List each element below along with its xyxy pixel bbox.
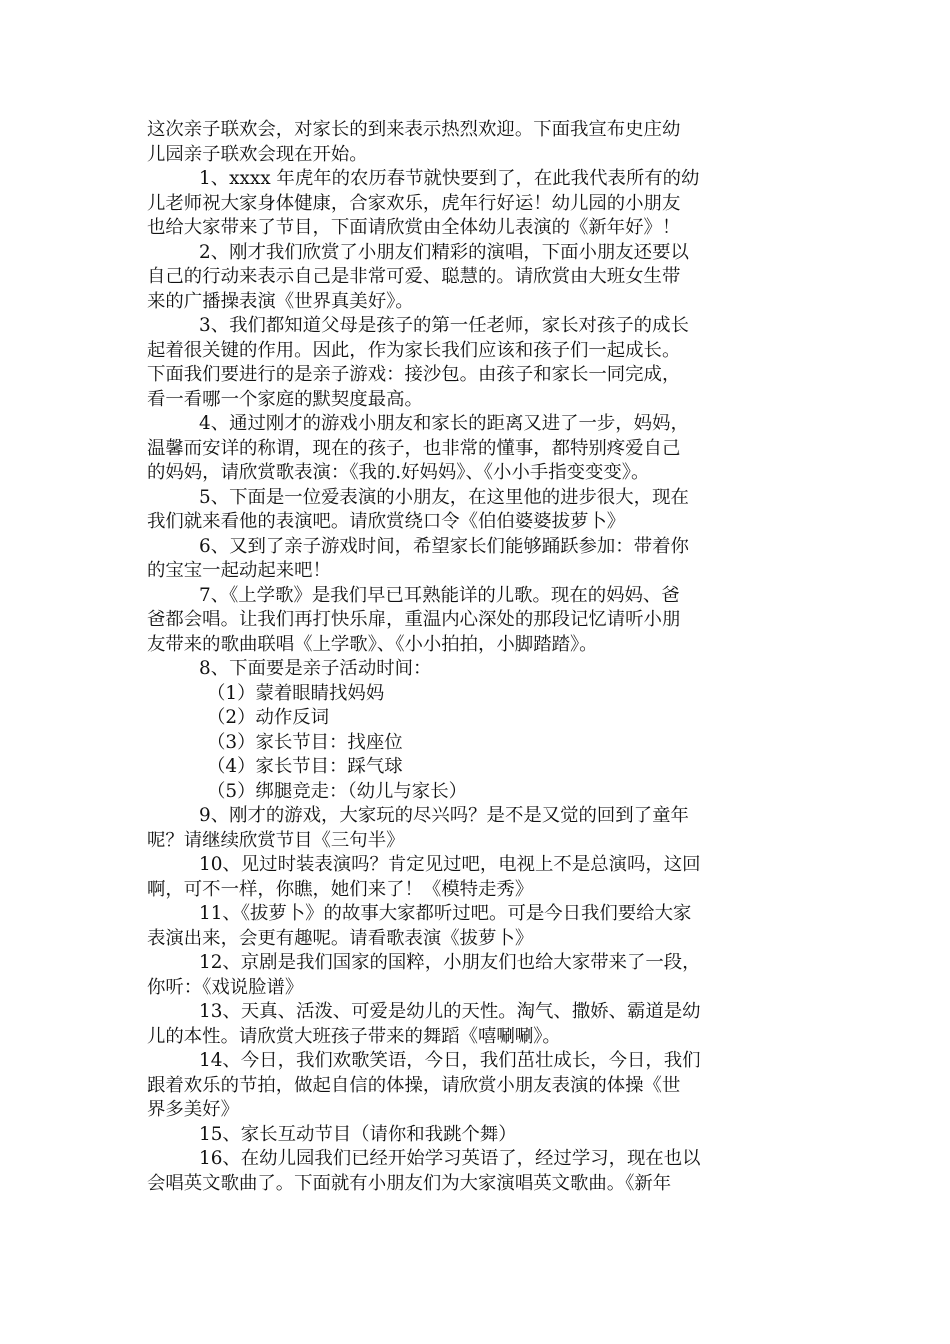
text-line: 6、又到了亲子游戏时间，希望家长们能够踊跃参加：带着你 (199, 535, 689, 557)
paragraph (147, 241, 807, 315)
text-line: 也给大家带来了节目，下面请欣赏由全体幼儿表演的《新年好》！ (147, 217, 681, 238)
sub-item (147, 731, 807, 756)
text-line: 13、天真、活泼、可爱是幼儿的天性。淘气、撒娇、霸道是幼 (199, 1001, 701, 1022)
text-line: 12、京剧是我们国家的国粹，小朋友们也给大家带来了一段， (199, 952, 701, 973)
text-line: （4）家长节目：踩气球 (207, 756, 403, 777)
paragraph (147, 118, 807, 167)
paragraph (147, 902, 807, 951)
text-line: 9、刚才的游戏，大家玩的尽兴吗？是不是又觉的回到了童年 (199, 805, 689, 826)
sub-item (147, 780, 807, 805)
paragraph (147, 486, 807, 535)
paragraph (147, 804, 807, 853)
text-line: 我们就来看他的表演吧。请欣赏绕口令《伯伯婆婆拔萝卜》 (147, 511, 626, 532)
paragraph (147, 314, 807, 412)
text-line: 友带来的歌曲联唱《上学歌》、《小小拍拍，小脚踏踏》。 (147, 633, 598, 655)
text-line: 跟着欢乐的节拍，做起自信的体操，请欣赏小朋友表演的体操《世 (147, 1074, 681, 1096)
paragraph (147, 853, 807, 902)
text-line: 14、今日，我们欢歌笑语，今日，我们茁壮成长，今日，我们 (199, 1050, 701, 1071)
paragraph (147, 1049, 807, 1123)
text-line: 3、我们都知道父母是孩子的第一任老师，家长对孩子的成长 (199, 315, 689, 336)
text-line: 这次亲子联欢会，对家长的到来表示热烈欢迎。下面我宣布史庄幼 (147, 119, 681, 140)
text-line: 儿园亲子联欢会现在开始。 (147, 143, 368, 165)
text-line: 来的广播操表演《世界真美好》。 (147, 290, 414, 312)
document-body (147, 118, 807, 1196)
text-line: （3）家长节目：找座位 (207, 731, 403, 753)
paragraph (147, 1123, 807, 1148)
text-line: （2）动作反词 (207, 707, 330, 728)
text-line: 温馨而安详的称谓，现在的孩子，也非常的懂事，都特别疼爱自己 (147, 437, 681, 459)
text-line: 儿老师祝大家身体健康，合家欢乐，虎年行好运！幼儿园的小朋友 (147, 192, 681, 214)
text-line: 会唱英文歌曲了。下面就有小朋友们为大家演唱英文歌曲。《新年 (147, 1172, 672, 1194)
paragraph (147, 584, 807, 658)
text-line: （5）绑腿竞走：（幼儿与家长） (207, 780, 467, 802)
paragraph (147, 951, 807, 1000)
text-line: 看一看哪一个家庭的默契度最高。 (147, 388, 423, 410)
text-line: 表演出来，会更有趣呢。请看歌表演《拔萝卜》 (147, 927, 534, 949)
text-line: 4、通过刚才的游戏小朋友和家长的距离又进了一步，妈妈， (199, 413, 689, 434)
sub-item (147, 755, 807, 780)
sub-item (147, 682, 807, 707)
paragraph (147, 1000, 807, 1049)
paragraph (147, 535, 807, 584)
text-line: 的妈妈，请欣赏歌表演：《我的.好妈妈》、《小小手指变变变》。 (147, 462, 650, 483)
paragraph (147, 412, 807, 486)
text-line: 下面我们要进行的是亲子游戏：接沙包。由孩子和家长一同完成， (147, 364, 681, 385)
text-line: 啊，可不一样，你瞧，她们来了！《模特走秀》 (147, 878, 534, 900)
text-line: 爸都会唱。让我们再打快乐扉，重温内心深处的那段记忆请听小朋 (147, 609, 681, 630)
text-line: 10、见过时装表演吗？肯定见过吧，电视上不是总演吗，这回 (199, 854, 701, 875)
text-line: 你听：《戏说脸谱》 (147, 976, 304, 998)
text-line: 1、xxxx 年虎年的农历春节就快要到了，在此我代表所有的幼 (199, 168, 700, 189)
sub-item (147, 706, 807, 731)
text-line: 儿的本性。请欣赏大班孩子带来的舞蹈《嘻唰唰》。 (147, 1025, 561, 1047)
text-line: 呢？请继续欣赏节目《三句半》 (147, 829, 405, 851)
text-line: 界多美好》 (147, 1099, 239, 1120)
text-line: 自己的行动来表示自己是非常可爱、聪慧的。请欣赏由大班女生带 (147, 266, 681, 287)
paragraph (147, 167, 807, 241)
paragraph (147, 1147, 807, 1196)
text-line: 15、家长互动节目（请你和我跳个舞） (199, 1123, 517, 1145)
paragraph (147, 657, 807, 682)
text-line: 起着很关键的作用。因此，作为家长我们应该和孩子们一起成长。 (147, 339, 681, 361)
text-line: 的宝宝一起动起来吧！ (147, 560, 331, 581)
text-line: 7、《上学歌》是我们早已耳熟能详的儿歌。现在的妈妈、爸 (199, 584, 680, 606)
text-line: 5、下面是一位爱表演的小朋友，在这里他的进步很大，现在 (199, 486, 689, 508)
text-line: 2、刚才我们欣赏了小朋友们精彩的演唱，下面小朋友还要以 (199, 241, 689, 263)
text-line: 16、在幼儿园我们已经开始学习英语了，经过学习，现在也以 (199, 1148, 701, 1169)
text-line: 11、《拔萝卜》的故事大家都听过吧。可是今日我们要给大家 (199, 903, 692, 924)
text-line: （1）蒙着眼睛找妈妈 (207, 682, 385, 704)
text-line: 8、下面要是亲子活动时间： (199, 658, 432, 679)
